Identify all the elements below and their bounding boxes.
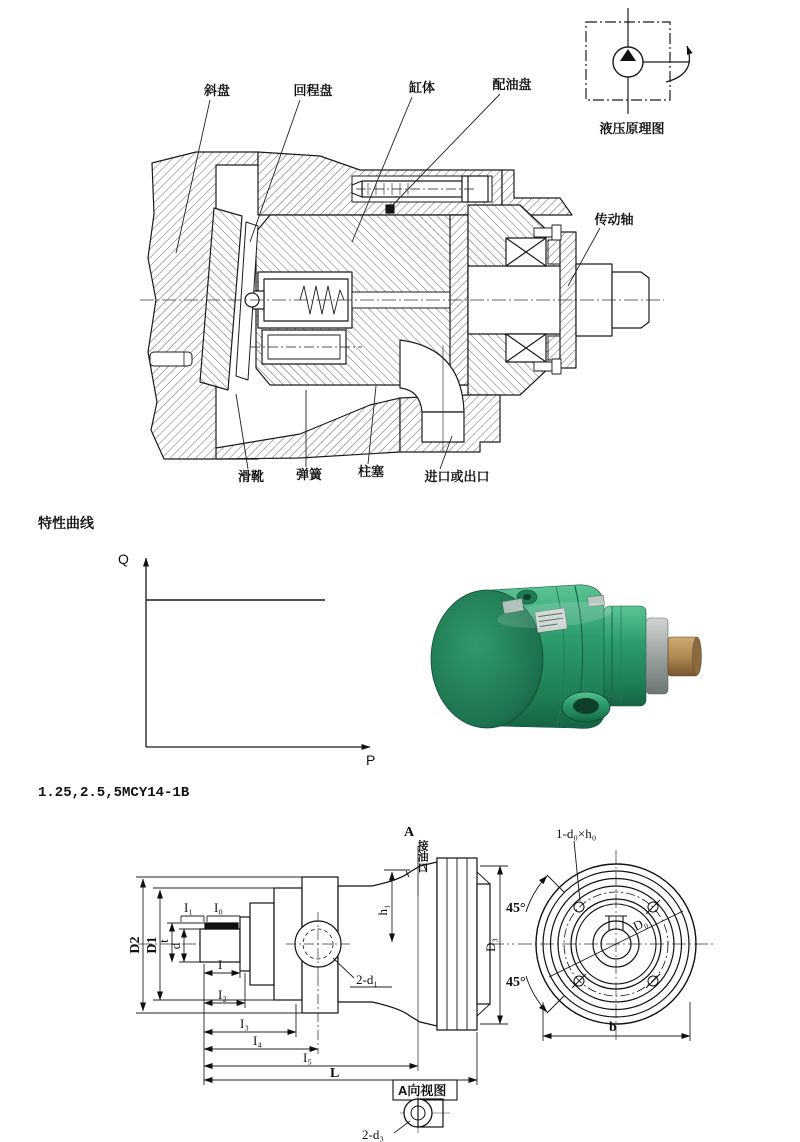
label-return-plate: 回程盘 xyxy=(293,83,333,98)
label-l2: I₂ xyxy=(218,987,227,1002)
model-heading: 1.25,2.5,5MCY14-1B xyxy=(38,785,190,801)
dimension-drawing-side-view xyxy=(128,825,514,1085)
label-L: L xyxy=(330,1066,340,1081)
pump-cross-section xyxy=(140,77,664,484)
label-2d3: 2-d₃ xyxy=(362,1127,384,1142)
pump-neck xyxy=(604,606,646,706)
pump-body-outline xyxy=(338,862,437,1026)
shaft-key xyxy=(205,923,238,929)
label-l1: I₁ xyxy=(184,900,193,915)
label-oil-port: 接油口 xyxy=(416,840,428,873)
label-l4: I₄ xyxy=(253,1033,262,1048)
pump-port-opening xyxy=(573,698,599,714)
label-t: t xyxy=(156,939,171,943)
label-45-upper: 45° xyxy=(506,901,526,916)
bearing-lower xyxy=(506,334,546,362)
label-2d1: 2-d₁ xyxy=(356,972,378,987)
label-l5: I₅ xyxy=(303,1050,312,1065)
label-l3: I₃ xyxy=(240,1016,249,1031)
housing-bottom-band xyxy=(216,398,400,459)
bearing-upper xyxy=(506,238,546,266)
view-a-detail xyxy=(362,1080,457,1142)
label-D0: D₀ xyxy=(630,914,650,934)
label-spring: 弹簧 xyxy=(295,467,323,482)
characteristic-curve-chart xyxy=(146,558,370,747)
curve-heading: 特性曲线 xyxy=(38,515,94,531)
pump-symbol-triangle xyxy=(620,49,636,61)
label-D1: D1 xyxy=(145,936,160,954)
label-d: d xyxy=(168,942,183,950)
label-l0: I₀ xyxy=(214,900,223,915)
label-piston: 柱塞 xyxy=(357,464,385,479)
label-view-arrow-A: A xyxy=(404,825,415,840)
dimension-drawing-end-view xyxy=(506,826,716,1041)
pump-photo xyxy=(431,585,702,729)
label-D3: D₃ xyxy=(483,938,498,952)
curve-x-label: P xyxy=(366,752,376,768)
label-view-a: A向视图 xyxy=(398,1083,447,1098)
label-D2: D2 xyxy=(128,936,143,954)
label-b: b xyxy=(609,1020,617,1035)
label-inlet-outlet: 进口或出口 xyxy=(424,469,490,484)
label-drive-shaft: 传动轴 xyxy=(594,212,634,227)
label-slipper: 滑靴 xyxy=(237,469,265,484)
label-valve-plate: 配油盘 xyxy=(492,77,532,92)
hydraulic-schematic xyxy=(586,8,690,114)
label-l: I xyxy=(218,957,223,972)
shaft-collar xyxy=(646,618,668,694)
curve-y-label: Q xyxy=(118,551,129,567)
label-45-lower: 45° xyxy=(506,975,526,990)
label-cylinder-body: 缸体 xyxy=(408,80,436,95)
label-h1: h₁ xyxy=(375,904,390,916)
label-swash-plate: 斜盘 xyxy=(203,83,231,98)
label-1d0h0: 1-d₀×h₀ xyxy=(556,826,597,841)
label-schematic-caption: 液压原理图 xyxy=(599,121,665,136)
